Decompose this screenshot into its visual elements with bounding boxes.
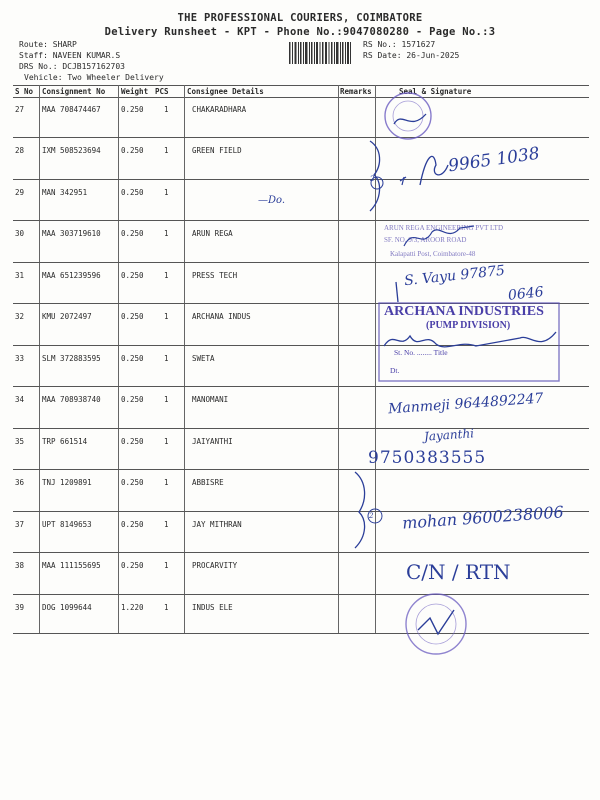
row-consignee: PROCARVITY [192, 561, 238, 570]
signature-scribble-32 [380, 326, 580, 356]
col-consignee: Consignee Details [187, 87, 264, 96]
row-consignment: MAA 708474467 [42, 105, 101, 114]
row-consignee: ARCHANA INDUS [192, 312, 251, 321]
row-pcs: 1 [164, 312, 169, 321]
row-consignment: MAA 708938740 [42, 395, 101, 404]
row-weight: 0.250 [121, 395, 144, 404]
row-weight: 0.250 [121, 146, 144, 155]
bracket-scribble-37 [345, 468, 395, 552]
handwritten-signature-34: Manmeji 9644892247 [387, 390, 544, 418]
row-sno: 32 [15, 312, 25, 321]
handwritten-signature-31: S. Vayu 97875 [403, 262, 506, 290]
row-sno: 39 [15, 603, 25, 612]
stamp-archana-st: St. No. ........ Title [394, 348, 448, 357]
table-row [13, 470, 589, 510]
signature-scribble-30 [400, 222, 480, 252]
row-rule [13, 633, 589, 634]
row-weight: 0.250 [121, 478, 144, 487]
row-consignment: TRP 661514 [42, 437, 88, 446]
row-sno: 34 [15, 395, 25, 404]
row-consignee: ARUN REGA [192, 229, 233, 238]
row-consignment: MAN 342951 [42, 188, 88, 197]
row-consignee: MANOMANI [192, 395, 229, 404]
col-seal: Seal & Signature [399, 87, 472, 96]
table-row [13, 595, 589, 635]
handwritten-phone-35: 9750383555 [368, 448, 487, 468]
row-weight: 0.250 [121, 105, 144, 114]
row-pcs: 1 [164, 603, 169, 612]
stamp-archana-division: (PUMP DIVISION) [426, 320, 511, 331]
row-consignee: INDUS ELE [192, 603, 233, 612]
handwritten-phone-28: 9965 1038 [447, 143, 541, 177]
row-consignee: SWETA [192, 354, 215, 363]
col-sno: S No [15, 87, 34, 96]
row-consignee: ABBISRE [192, 478, 224, 487]
handwritten-rtn: C/N / RTN [406, 560, 511, 584]
row-consignee: JAIYANTHI [192, 437, 233, 446]
row-weight: 0.250 [121, 271, 144, 280]
vehicle-label: Vehicle: Two Wheeler Delivery [24, 73, 164, 82]
row-pcs: 1 [164, 561, 169, 570]
row-pcs: 1 [164, 520, 169, 529]
row-pcs: 1 [164, 229, 169, 238]
row-pcs: 1 [164, 395, 169, 404]
row-sno: 35 [15, 437, 25, 446]
bracket-number-37: 2 [369, 512, 374, 520]
stamp-arun-line1: ARUN REGA ENGINEERING PVT LTD [384, 224, 503, 232]
row-consignment: TNJ 1209891 [42, 478, 92, 487]
row-sno: 33 [15, 354, 25, 363]
company-title: THE PROFESSIONAL COURIERS, COIMBATORE [177, 12, 423, 24]
row-consignment: MAA 111155695 [42, 561, 101, 570]
row-pcs: 1 [164, 188, 169, 197]
handwritten-signature-37: mohan 9600238006 [401, 502, 565, 533]
row-weight: 0.250 [121, 312, 144, 321]
handwritten-signature-35: Jayanthi [423, 426, 475, 444]
stamp-archana-dt: Dt. [390, 366, 400, 375]
row-sno: 28 [15, 146, 25, 155]
col-consignment: Consignment No [42, 87, 106, 96]
row-consignment: MAA 651239596 [42, 271, 101, 280]
col-remarks: Remarks [340, 87, 372, 96]
rs-date: RS Date: 26-Jun-2025 [363, 51, 460, 60]
table-row [13, 97, 589, 137]
row-consignment: DOG 1099644 [42, 603, 92, 612]
round-seal-stamp-bottom [400, 590, 470, 660]
row-sno: 38 [15, 561, 25, 570]
ditto-mark-29: —Do. [258, 195, 286, 206]
row-consignment: UPT 8149653 [42, 520, 92, 529]
staff-label: Staff: NAVEEN KUMAR.S [19, 51, 121, 60]
row-weight: 0.250 [121, 354, 144, 363]
barcode-icon [289, 42, 351, 64]
row-consignee: PRESS TECH [192, 271, 238, 280]
stamp-arun-line3: Kalapatti Post, Coimbatore-48 [390, 250, 476, 258]
row-consignee: CHAKARADHARA [192, 105, 247, 114]
bracket-number-28: 2 [370, 175, 375, 183]
row-consignee: GREEN FIELD [192, 146, 242, 155]
row-consignment: IXM 508523694 [42, 146, 101, 155]
row-sno: 31 [15, 271, 25, 280]
row-consignment: MAA 303719610 [42, 229, 101, 238]
row-sno: 30 [15, 229, 25, 238]
table-row [13, 429, 589, 469]
row-pcs: 1 [164, 271, 169, 280]
route-label: Route: SHARP [19, 40, 77, 49]
row-pcs: 1 [164, 146, 169, 155]
row-weight: 0.250 [121, 188, 144, 197]
stamp-archana-name: ARCHANA INDUSTRIES [384, 304, 544, 319]
drs-label: DRS No.: DCJB157162703 [19, 62, 125, 71]
col-weight: Weight [121, 87, 149, 96]
runsheet-subtitle: Delivery Runsheet - KPT - Phone No.:9047080280 - Page No.:3 [104, 26, 496, 38]
handwritten-phone-31: 0646 [507, 284, 545, 304]
row-weight: 0.250 [121, 229, 144, 238]
row-consignment: SLM 372883595 [42, 354, 101, 363]
row-weight: 0.250 [121, 520, 144, 529]
row-sno: 37 [15, 520, 25, 529]
row-sno: 27 [15, 105, 25, 114]
row-weight: 0.250 [121, 561, 144, 570]
row-pcs: 1 [164, 105, 169, 114]
row-weight: 1.220 [121, 603, 144, 612]
row-sno: 36 [15, 478, 25, 487]
row-consignee: JAY MITHRAN [192, 520, 242, 529]
row-pcs: 1 [164, 354, 169, 363]
row-weight: 0.250 [121, 437, 144, 446]
row-pcs: 1 [164, 437, 169, 446]
table-header [13, 85, 589, 97]
row-pcs: 1 [164, 478, 169, 487]
stamp-arun-line2: SF. NO. 9/3, AROOR ROAD [384, 236, 467, 244]
col-pcs: PCS [155, 87, 169, 96]
row-sno: 29 [15, 188, 25, 197]
rs-number: RS No.: 1571627 [363, 40, 436, 49]
row-consignment: KMU 2072497 [42, 312, 92, 321]
